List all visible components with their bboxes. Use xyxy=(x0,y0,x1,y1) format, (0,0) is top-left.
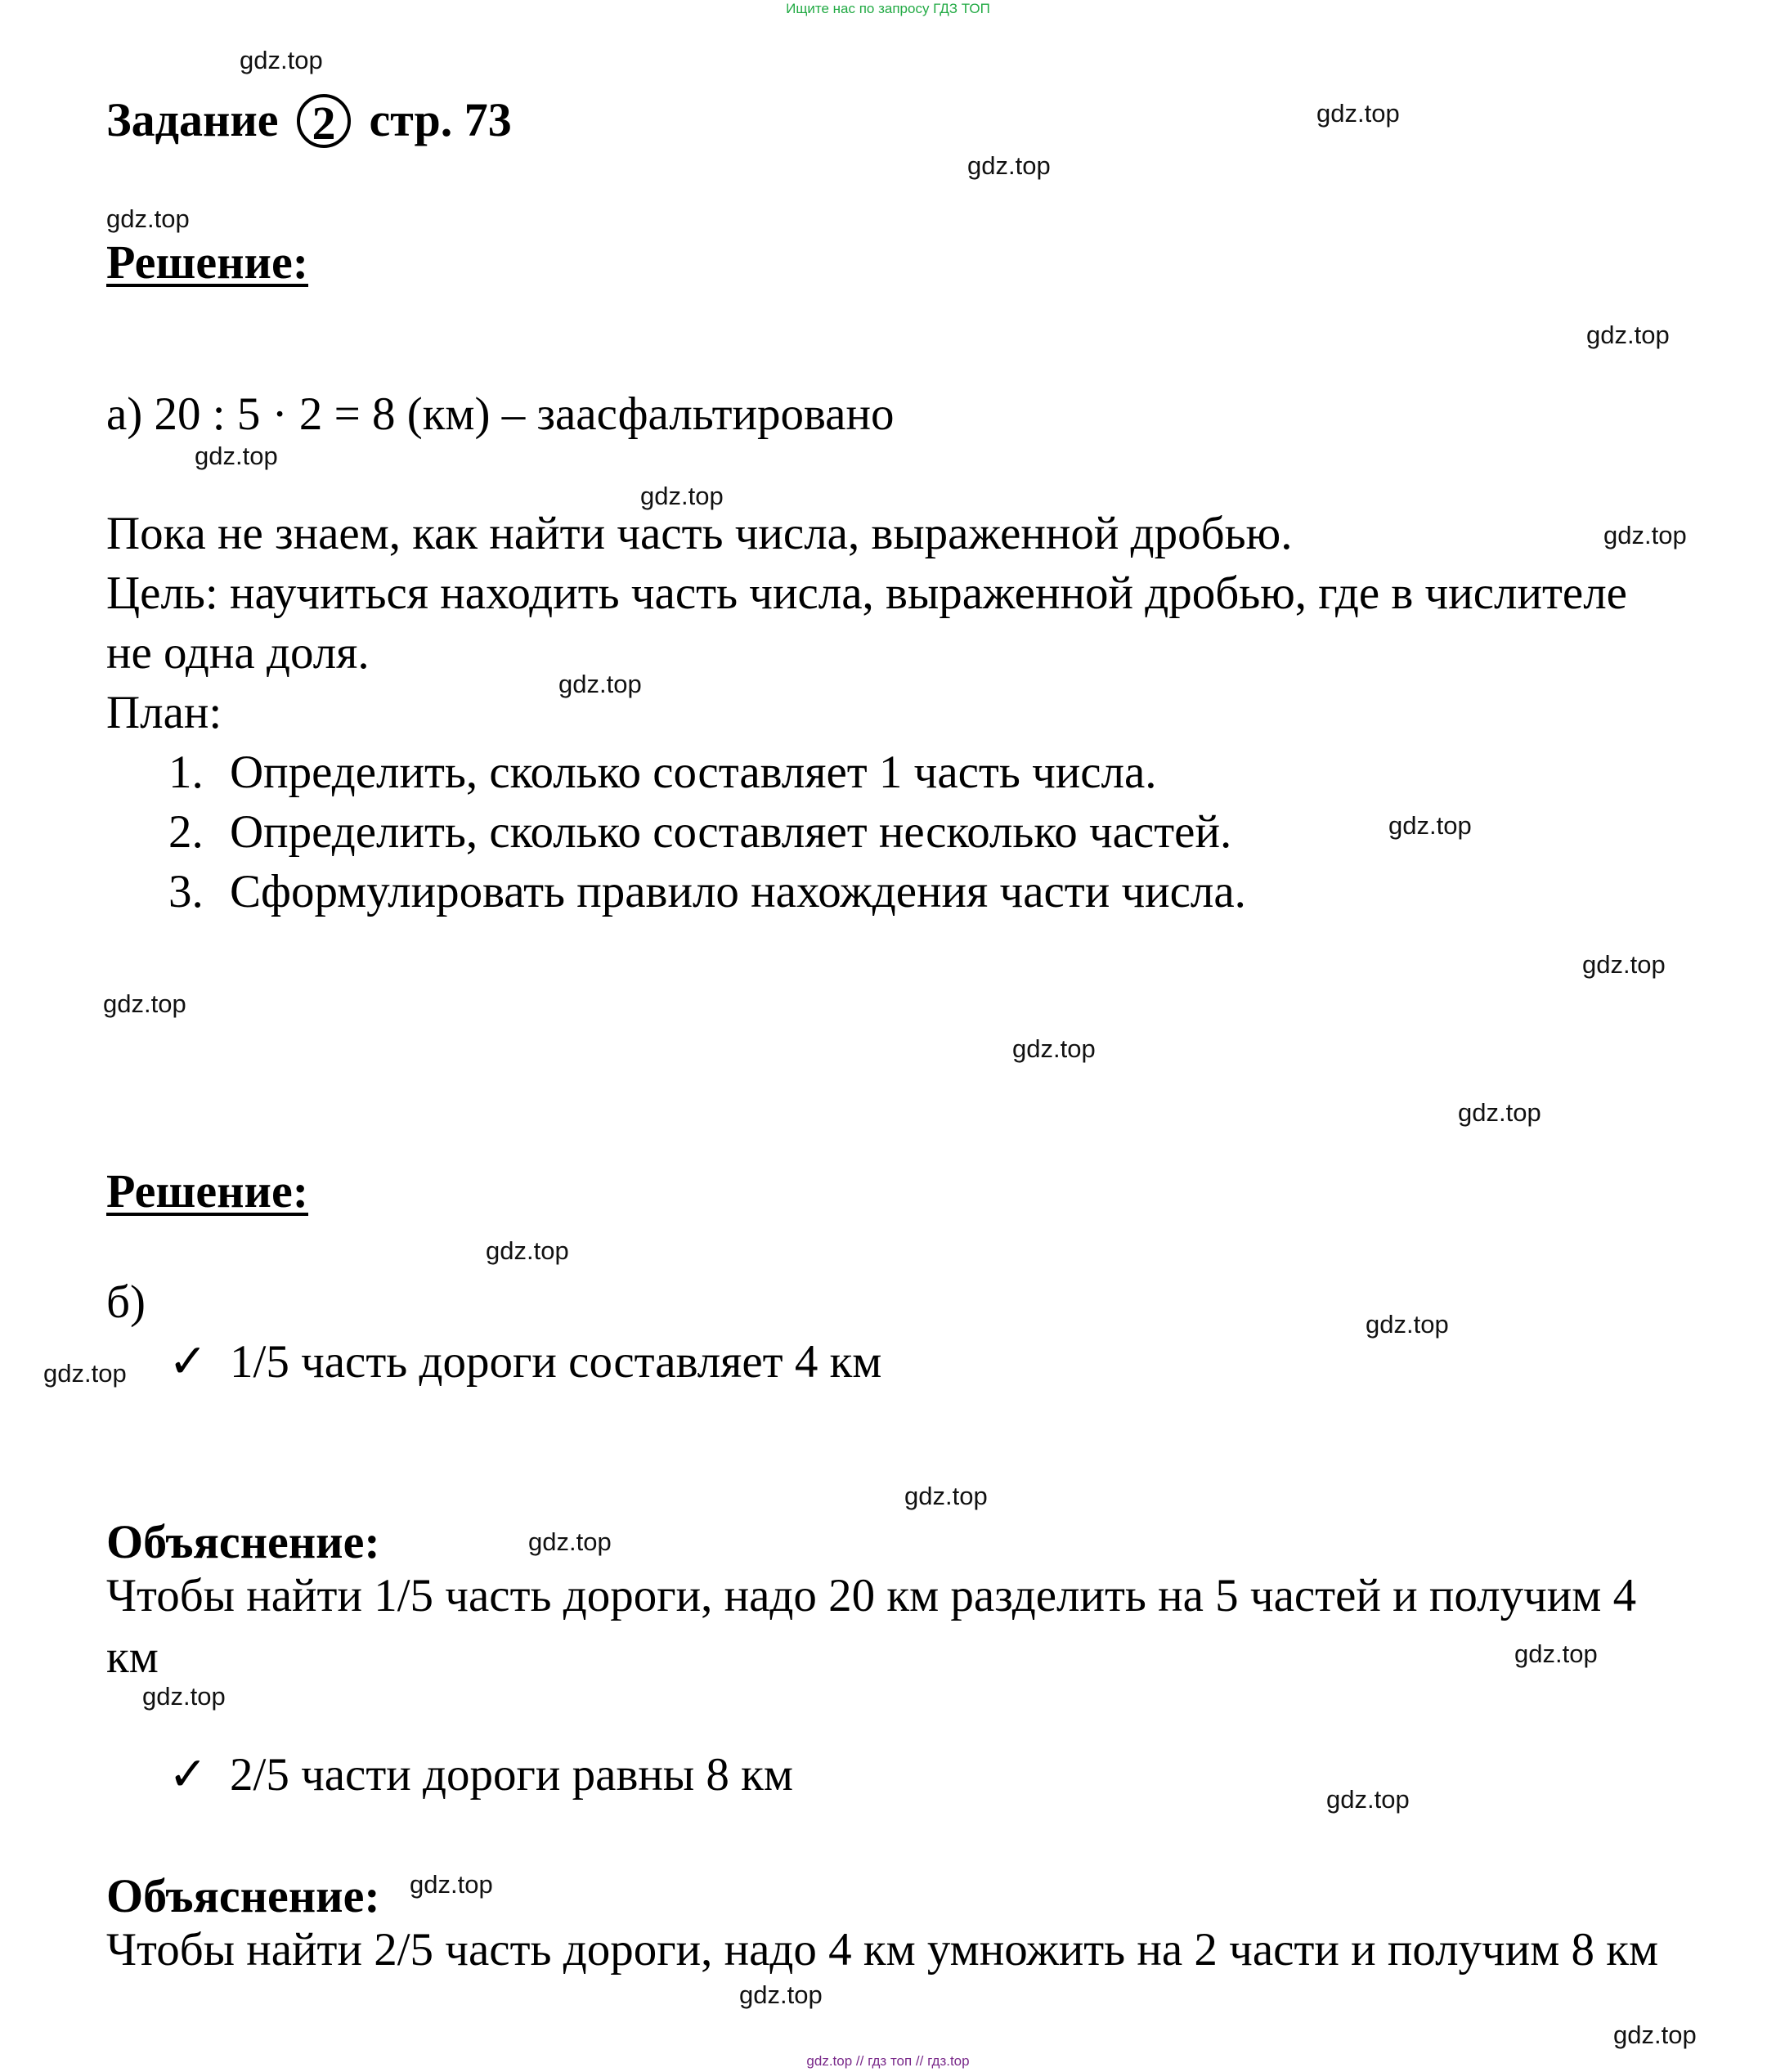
goal-line-2: не одна доля. xyxy=(106,627,370,679)
part-b-label: б) xyxy=(106,1276,146,1328)
watermark: gdz.top xyxy=(1514,1639,1598,1668)
explanation-heading-1: Объяснение: xyxy=(106,1515,380,1568)
plan-item-text: Сформулировать правило нахождения части числа. xyxy=(230,866,1246,917)
watermark: gdz.top xyxy=(904,1482,988,1510)
watermark: gdz.top xyxy=(410,1870,493,1899)
check-icon: ✓ xyxy=(168,1336,208,1388)
footer-note: gdz.top // гдз топ // гдз.top xyxy=(806,2053,970,2069)
watermark: gdz.top xyxy=(1582,950,1666,979)
solution-heading-a: Решение: xyxy=(106,235,309,289)
plan-item xyxy=(168,863,1246,921)
check-icon: ✓ xyxy=(168,1749,208,1801)
plan-item-text: Определить, сколько составляет несколько частей. xyxy=(230,806,1232,858)
plan-item xyxy=(168,744,1157,801)
plan-item-number: 3. xyxy=(168,866,204,917)
check-point-text: 1/5 часть дороги составляет 4 км xyxy=(230,1336,882,1388)
page-title xyxy=(106,92,512,152)
watermark: gdz.top xyxy=(1326,1785,1410,1814)
plan-item-text: Определить, сколько составляет 1 часть числа. xyxy=(230,747,1157,798)
watermark: gdz.top xyxy=(1603,521,1687,549)
goal-line-1: Цель: научиться находить часть числа, выраженной дробью, где в числителе xyxy=(106,567,1627,619)
title-suffix: стр. 73 xyxy=(369,93,512,146)
watermark: gdz.top xyxy=(558,670,642,698)
watermark: gdz.top xyxy=(528,1527,612,1556)
title-prefix: Задание xyxy=(106,93,279,146)
watermark: gdz.top xyxy=(1388,811,1472,840)
watermark: gdz.top xyxy=(1458,1098,1541,1127)
plan-label: План: xyxy=(106,687,222,738)
explanation-1-line-2: км xyxy=(106,1631,159,1683)
explanation-2: Чтобы найти 2/5 часть дороги, надо 4 км умножить на 2 части и получим 8 км xyxy=(106,1924,1659,1976)
watermark: gdz.top xyxy=(967,151,1051,180)
watermark: gdz.top xyxy=(240,46,323,74)
watermark: gdz.top xyxy=(1586,321,1670,349)
watermark: gdz.top xyxy=(195,442,278,470)
watermark: gdz.top xyxy=(43,1359,127,1388)
problem-statement: Пока не знаем, как найти часть числа, выраженной дробью. xyxy=(106,508,1293,559)
plan-item-number: 2. xyxy=(168,806,204,858)
watermark: gdz.top xyxy=(486,1236,569,1265)
explanation-1-line-1: Чтобы найти 1/5 часть дороги, надо 20 км разделить на 5 частей и получим 4 xyxy=(106,1570,1637,1621)
watermark: gdz.top xyxy=(640,482,724,510)
solution-heading-b: Решение: xyxy=(106,1164,309,1218)
check-point-1 xyxy=(168,1334,881,1391)
plan-item-number: 1. xyxy=(168,747,204,798)
watermark: gdz.top xyxy=(1316,99,1400,128)
header-note: Ищите нас по запросу ГДЗ ТОП xyxy=(786,1,990,16)
watermark: gdz.top xyxy=(142,1682,226,1711)
watermark: gdz.top xyxy=(1613,2020,1697,2049)
task-number-circle: 2 xyxy=(297,94,351,148)
equation-a: а) 20 : 5 · 2 = 8 (км) – заасфальтировано xyxy=(106,388,895,440)
plan-item xyxy=(168,804,1231,861)
watermark: gdz.top xyxy=(739,1980,823,2009)
watermark: gdz.top xyxy=(1366,1310,1449,1339)
explanation-heading-2: Объяснение: xyxy=(106,1869,380,1922)
watermark: gdz.top xyxy=(106,204,190,233)
watermark: gdz.top xyxy=(1012,1034,1096,1063)
watermark: gdz.top xyxy=(103,989,186,1018)
check-point-text: 2/5 части дороги равны 8 км xyxy=(230,1749,793,1801)
check-point-2 xyxy=(168,1747,793,1804)
